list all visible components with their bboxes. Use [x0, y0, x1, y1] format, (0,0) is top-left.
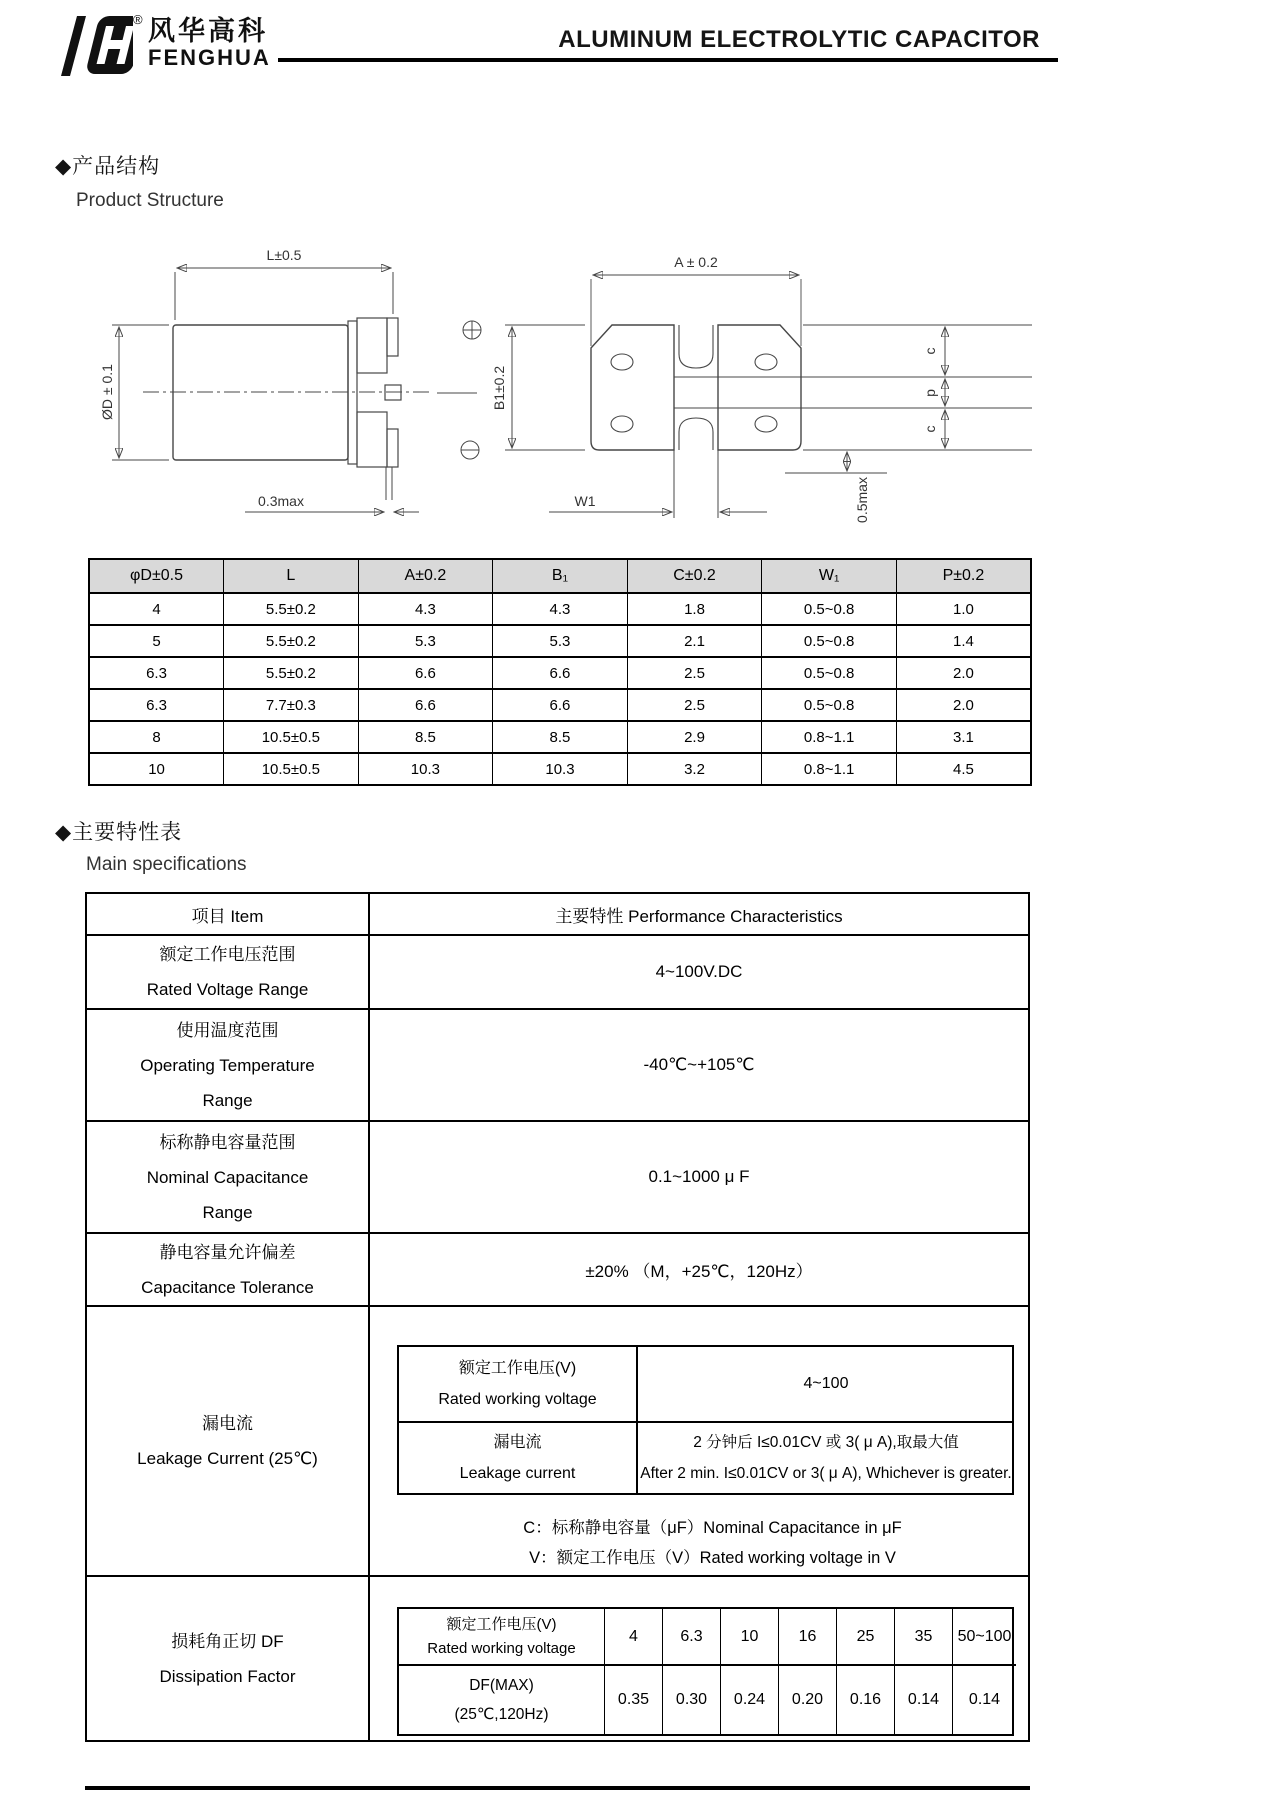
dim-cell: 2.0 — [896, 689, 1031, 721]
dim-cell: 4.3 — [493, 593, 628, 625]
dim-cell: 6.6 — [493, 657, 628, 689]
table-row — [89, 689, 1031, 721]
spec-label-line: Operating Temperature — [140, 1055, 315, 1075]
logo-cn-text: 风华高科 — [148, 16, 268, 46]
spec-header-row — [87, 894, 1028, 934]
df-voltage-cell: 25 — [836, 1609, 894, 1664]
spec-header-perf: 主要特性 Performance Characteristics — [555, 906, 843, 926]
dim-cell: 5.3 — [358, 625, 493, 657]
nested-label-line: Rated working voltage — [427, 1639, 576, 1657]
leakage-note: V：额定工作电压（V）Rated working voltage in V — [529, 1549, 896, 1567]
table-row — [89, 657, 1031, 689]
header-rule — [278, 58, 1058, 62]
dim-cell: 10.3 — [493, 753, 628, 785]
section-structure-heading-cn: ◆产品结构 — [55, 155, 161, 178]
nested-label-line: 额定工作电压(V) — [446, 1615, 557, 1633]
dim-cell: 0.5~0.8 — [762, 657, 897, 689]
dim-w1-label: W1 — [574, 493, 596, 509]
dim-col-header: φD±0.5 — [89, 559, 224, 593]
spec-value: 4~100V.DC — [655, 962, 743, 981]
spec-row-op-temp — [87, 1008, 1028, 1120]
dim-cell: 2.5 — [627, 689, 762, 721]
df-value-cell: 0.14 — [894, 1664, 952, 1734]
spec-label-line: 额定工作电压范围 — [159, 945, 296, 964]
spec-label — [87, 1010, 370, 1120]
dim-b1-label: B1±0.2 — [491, 365, 507, 411]
spec-value: -40℃~+105℃ — [643, 1055, 755, 1074]
df-voltage-cell: 6.3 — [662, 1609, 720, 1664]
spec-label-line: Capacitance Tolerance — [141, 1277, 314, 1297]
dim-cell: 5.5±0.2 — [224, 657, 359, 689]
spec-label-line: Range — [202, 1090, 253, 1110]
dim-cell: 6.6 — [358, 657, 493, 689]
nested-label-line: 漏电流 — [493, 1434, 542, 1451]
spec-table — [85, 892, 1030, 1742]
section-structure-heading-en: Product Structure — [76, 190, 224, 211]
nested-label-line: 额定工作电压(V) — [458, 1360, 577, 1377]
leakage-nested-value: 4~100 — [636, 1347, 1014, 1421]
spec-row-df — [87, 1575, 1028, 1740]
dim-col-header: L — [224, 559, 359, 593]
df-voltage-cell: 10 — [720, 1609, 778, 1664]
dim-cell: 0.8~1.1 — [762, 753, 897, 785]
df-value-cell: 0.14 — [952, 1664, 1016, 1734]
dim-cell: 0.8~1.1 — [762, 721, 897, 753]
dim-cell: 0.5~0.8 — [762, 625, 897, 657]
dim-c1-label: c — [922, 347, 938, 355]
dim-cell: 3.2 — [627, 753, 762, 785]
dim-c2-label: c — [922, 425, 938, 433]
dim-cell: 10.5±0.5 — [224, 753, 359, 785]
spec-label-line: Rated Voltage Range — [146, 980, 309, 999]
spec-label — [87, 936, 370, 1008]
leakage-nested-table — [397, 1345, 1014, 1495]
df-nested-label — [399, 1609, 604, 1664]
table-row — [89, 753, 1031, 785]
section-specs-heading-cn: ◆主要特性表 — [55, 821, 183, 844]
spec-label-line: Range — [202, 1202, 253, 1222]
dim-col-header: C±0.2 — [627, 559, 762, 593]
dim-cell: 5.3 — [493, 625, 628, 657]
dim-a-label: A ± 0.2 — [674, 254, 718, 270]
spec-label — [87, 1122, 370, 1232]
dim-cell: 5 — [89, 625, 224, 657]
dim-cell: 7.7±0.3 — [224, 689, 359, 721]
dim-col-header: P±0.2 — [896, 559, 1031, 593]
dim-cell: 10 — [89, 753, 224, 785]
spec-row-rated-voltage — [87, 934, 1028, 1008]
dim-cell: 6.3 — [89, 689, 224, 721]
dim-cell: 4.3 — [358, 593, 493, 625]
dim-cell: 4 — [89, 593, 224, 625]
spec-label-line: 漏电流 — [202, 1414, 253, 1433]
dim-cell: 0.5~0.8 — [762, 593, 897, 625]
dim-cell: 2.0 — [896, 657, 1031, 689]
dim-03max-label: 0.3max — [258, 493, 304, 509]
dim-cell: 1.8 — [627, 593, 762, 625]
nested-label-line: DF(MAX) — [469, 1677, 534, 1694]
spec-label — [87, 1234, 370, 1305]
df-voltage-cell: 16 — [778, 1609, 836, 1664]
dim-col-header: W₁ — [762, 559, 897, 593]
dim-05max-label: 0.5max — [854, 477, 870, 523]
df-value-cell: 0.16 — [836, 1664, 894, 1734]
page-bottom-rule — [85, 1786, 1030, 1790]
nested-label-line: Rated working voltage — [438, 1391, 597, 1408]
spec-header-item: 项目 Item — [87, 894, 370, 934]
nested-value-line: 2 分钟后 I≤0.01CV 或 3( μ A),取最大值 — [693, 1434, 959, 1451]
dim-cell: 3.1 — [896, 721, 1031, 753]
dim-cell: 2.5 — [627, 657, 762, 689]
table-row — [89, 625, 1031, 657]
df-voltage-cell: 50~100 — [952, 1609, 1016, 1664]
dimension-table — [88, 558, 1032, 786]
dim-cell: 8.5 — [493, 721, 628, 753]
leakage-nested-label — [399, 1347, 636, 1421]
df-nested-table — [397, 1607, 1014, 1736]
spec-label-line: Leakage Current (25℃) — [137, 1449, 318, 1468]
spec-row-leakage — [87, 1305, 1028, 1575]
dim-cell: 5.5±0.2 — [224, 593, 359, 625]
page-title: ALUMINUM ELECTROLYTIC CAPACITOR — [558, 26, 1040, 53]
dim-cell: 6.6 — [493, 689, 628, 721]
dim-cell: 8.5 — [358, 721, 493, 753]
df-voltage-cell: 4 — [604, 1609, 662, 1664]
dim-col-header: B₁ — [493, 559, 628, 593]
spec-value: 0.1~1000 μ F — [648, 1167, 750, 1186]
nested-value-line: After 2 min. I≤0.01CV or 3( μ A), Whichever is greater. — [640, 1465, 1012, 1482]
spec-label — [87, 1307, 370, 1575]
spec-label — [87, 1577, 370, 1740]
leakage-nested-value — [636, 1421, 1014, 1493]
product-structure-drawing — [85, 238, 1040, 538]
dim-cell: 6.6 — [358, 689, 493, 721]
dim-header-row — [89, 559, 1031, 593]
nested-label-line: (25℃,120Hz) — [454, 1706, 549, 1723]
spec-label-line: Nominal Capacitance — [146, 1167, 309, 1187]
leakage-nested-label — [399, 1421, 636, 1493]
spec-row-nominal-cap — [87, 1120, 1028, 1232]
dim-cell: 8 — [89, 721, 224, 753]
df-value-cell: 0.24 — [720, 1664, 778, 1734]
spec-label-line: 使用温度范围 — [176, 1020, 279, 1040]
df-nested-label — [399, 1664, 604, 1734]
df-voltage-cell: 35 — [894, 1609, 952, 1664]
dim-d-label: ØD ± 0.1 — [99, 364, 115, 420]
fenghua-logo-icon — [55, 10, 133, 82]
section-specs-heading-en: Main specifications — [86, 854, 247, 875]
dim-cell: 1.0 — [896, 593, 1031, 625]
registered-mark: ® — [133, 12, 143, 27]
fenghua-logo — [148, 16, 271, 70]
df-value-cell: 0.20 — [778, 1664, 836, 1734]
df-value-cell: 0.35 — [604, 1664, 662, 1734]
spec-label-line: 损耗角正切 DF — [171, 1631, 284, 1651]
spec-value — [370, 1577, 1028, 1740]
dim-cell: 10.3 — [358, 753, 493, 785]
dim-p-label: p — [922, 389, 938, 397]
table-row — [89, 721, 1031, 753]
spec-label-line: Dissipation Factor — [159, 1666, 296, 1686]
df-value-cell: 0.30 — [662, 1664, 720, 1734]
page-header — [55, 10, 133, 87]
spec-value: ±20% （M，+25℃，120Hz） — [585, 1262, 813, 1281]
dim-cell: 6.3 — [89, 657, 224, 689]
nested-label-line: Leakage current — [459, 1465, 576, 1482]
dim-cell: 2.9 — [627, 721, 762, 753]
dim-l-label: L±0.5 — [266, 247, 302, 263]
spec-value — [370, 1307, 1028, 1575]
polarity-positive-icon — [463, 321, 481, 339]
dim-cell: 10.5±0.5 — [224, 721, 359, 753]
logo-en-text: FENGHUA — [148, 45, 271, 70]
polarity-negative-icon — [461, 441, 479, 459]
leakage-note: C：标称静电容量（μF）Nominal Capacitance in μF — [523, 1519, 902, 1537]
spec-label-line: 静电容量允许偏差 — [159, 1242, 296, 1262]
spec-label-line: 标称静电容量范围 — [159, 1132, 296, 1152]
table-row — [89, 593, 1031, 625]
dim-cell: 5.5±0.2 — [224, 625, 359, 657]
dim-cell: 1.4 — [896, 625, 1031, 657]
spec-row-cap-tolerance — [87, 1232, 1028, 1305]
dim-col-header: A±0.2 — [358, 559, 493, 593]
dim-cell: 2.1 — [627, 625, 762, 657]
dim-cell: 0.5~0.8 — [762, 689, 897, 721]
dim-cell: 4.5 — [896, 753, 1031, 785]
